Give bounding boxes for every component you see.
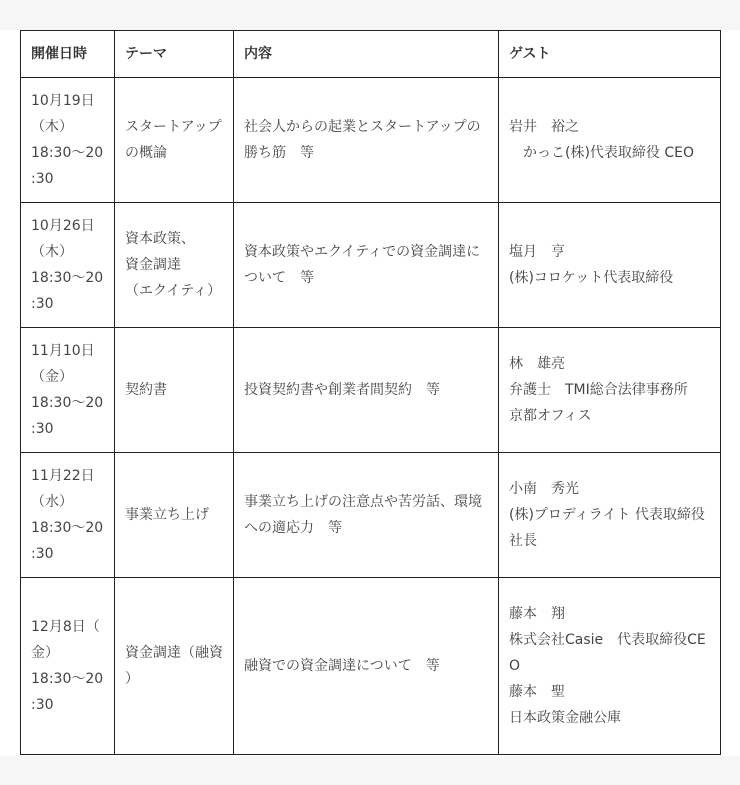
date-line: 11月10日 [31, 343, 95, 359]
header-guest: ゲスト [499, 31, 721, 78]
content-line: 社会人からの起業とスタートアップの [244, 119, 481, 135]
date-line: （水） [31, 494, 73, 510]
cell-content [234, 78, 499, 203]
theme-line: ） [125, 671, 139, 687]
cell-content [234, 453, 499, 578]
theme-line: 資金調達 [125, 257, 181, 273]
date-line: 10月26日 [31, 218, 95, 234]
guest-line: 藤本 聖 [509, 684, 565, 700]
guest-line: 弁護士 TMI総合法律事務所 [509, 382, 688, 398]
cell-guest [499, 78, 721, 203]
content-line: への適応力 等 [244, 520, 342, 536]
theme-line: 資金調達（融資 [125, 645, 223, 661]
date-line: 18:30〜20 [31, 145, 104, 161]
table-row [21, 328, 721, 453]
content-line: 資本政策やエクイティでの資金調達に [244, 244, 481, 260]
guest-line: 京都オフィス [509, 408, 592, 424]
table-header-row [21, 31, 721, 78]
guest-line: 藤本 翔 [509, 606, 565, 622]
guest-line: 日本政策金融公庫 [509, 710, 621, 726]
header-date: 開催日時 [21, 31, 115, 78]
content-line: 投資契約書や創業者間契約 等 [244, 382, 440, 398]
cell-theme [115, 203, 234, 328]
cell-content [234, 203, 499, 328]
content-line: 事業立ち上げの注意点や苦労話、環境 [244, 494, 482, 510]
date-line: （金） [31, 369, 73, 385]
date-line: 金） [31, 645, 59, 661]
content-line: ついて 等 [244, 270, 314, 286]
table-row [21, 578, 721, 755]
table-row [21, 78, 721, 203]
cell-theme [115, 578, 234, 755]
cell-theme [115, 78, 234, 203]
cell-content [234, 328, 499, 453]
theme-line: スタートアップ [125, 119, 222, 135]
cell-date [21, 78, 115, 203]
theme-line: 事業立ち上げ [125, 507, 209, 523]
content-line: 融資での資金調達について 等 [244, 658, 440, 674]
guest-line: 株式会社Casie 代表取締役CE [509, 632, 706, 648]
guest-line: かっこ(株)代表取締役 CEO [509, 145, 695, 161]
cell-content [234, 578, 499, 755]
date-line: 18:30〜20 [31, 270, 104, 286]
date-line: 18:30〜20 [31, 520, 104, 536]
guest-line: 塩月 亨 [509, 244, 565, 260]
page-content [0, 30, 740, 756]
cell-guest [499, 578, 721, 755]
guest-line: O [509, 658, 521, 674]
table-row [21, 453, 721, 578]
date-line: 18:30〜20 [31, 671, 104, 687]
cell-theme [115, 453, 234, 578]
date-line: :30 [31, 697, 54, 713]
seminar-schedule-table [20, 30, 721, 755]
cell-guest [499, 328, 721, 453]
date-line: :30 [31, 546, 54, 562]
cell-date [21, 328, 115, 453]
cell-date [21, 578, 115, 755]
guest-line: (株)プロディライト 代表取締役 [509, 507, 705, 523]
theme-line: 資本政策、 [125, 231, 195, 247]
date-line: :30 [31, 421, 54, 437]
table-row [21, 203, 721, 328]
header-theme: テーマ [115, 31, 234, 78]
guest-line: (株)コロケット代表取締役 [509, 270, 674, 286]
cell-guest [499, 203, 721, 328]
theme-line: の概論 [125, 145, 167, 161]
guest-line: 岩井 裕之 [509, 119, 579, 135]
date-line: 12月8日（ [31, 619, 100, 635]
cell-date [21, 453, 115, 578]
date-line: 18:30〜20 [31, 395, 104, 411]
date-line: :30 [31, 296, 54, 312]
date-line: （木） [31, 119, 73, 135]
theme-line: 契約書 [125, 382, 167, 398]
date-line: 11月22日 [31, 468, 95, 484]
content-line: 勝ち筋 等 [244, 145, 314, 161]
date-line: （木） [31, 244, 73, 260]
theme-line: （エクイティ） [125, 283, 222, 299]
date-line: 10月19日 [31, 93, 95, 109]
date-line: :30 [31, 171, 54, 187]
cell-guest [499, 453, 721, 578]
guest-line: 小南 秀光 [509, 481, 579, 497]
header-content: 内容 [234, 31, 499, 78]
cell-theme [115, 328, 234, 453]
guest-line: 林 雄亮 [509, 356, 565, 372]
cell-date [21, 203, 115, 328]
guest-line: 社長 [509, 533, 537, 549]
